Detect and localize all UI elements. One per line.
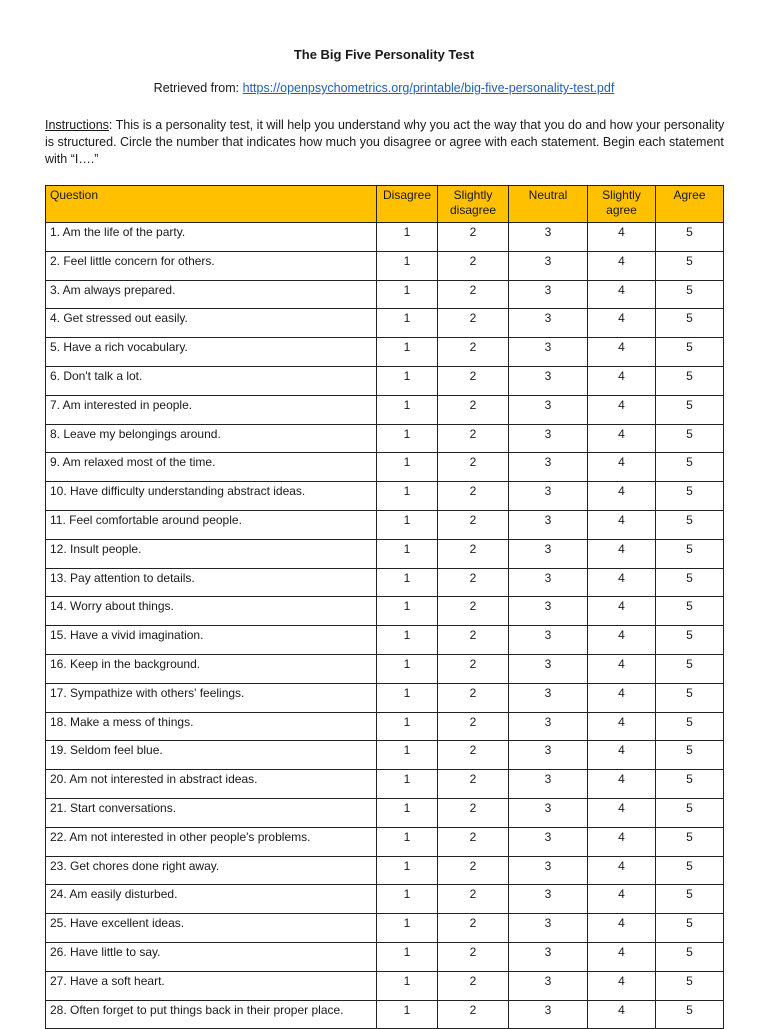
question-text: 12. Insult people. — [46, 539, 377, 568]
table-row — [46, 597, 724, 626]
rating-slightly-disagree[interactable]: 2 — [438, 798, 509, 827]
rating-slightly-agree[interactable]: 4 — [588, 971, 656, 1000]
rating-disagree[interactable]: 1 — [377, 1000, 438, 1029]
rating-agree[interactable]: 5 — [656, 338, 724, 367]
rating-slightly-disagree[interactable]: 2 — [438, 366, 509, 395]
rating-disagree[interactable]: 1 — [377, 338, 438, 367]
rating-slightly-disagree[interactable]: 2 — [438, 280, 509, 309]
rating-slightly-disagree[interactable]: 2 — [438, 453, 509, 482]
question-text: 26. Have little to say. — [46, 942, 377, 971]
rating-slightly-agree[interactable]: 4 — [588, 914, 656, 943]
rating-slightly-disagree[interactable]: 2 — [438, 942, 509, 971]
rating-agree[interactable]: 5 — [656, 914, 724, 943]
table-row — [46, 914, 724, 943]
rating-disagree[interactable]: 1 — [377, 654, 438, 683]
rating-slightly-agree[interactable]: 4 — [588, 309, 656, 338]
header-slightly-agree: Slightly agree — [588, 186, 656, 223]
rating-neutral[interactable]: 3 — [509, 626, 588, 655]
table-row — [46, 424, 724, 453]
rating-neutral[interactable]: 3 — [509, 885, 588, 914]
question-text: 19. Seldom feel blue. — [46, 741, 377, 770]
rating-slightly-disagree[interactable]: 2 — [438, 827, 509, 856]
rating-neutral[interactable]: 3 — [509, 309, 588, 338]
rating-disagree[interactable]: 1 — [377, 683, 438, 712]
rating-slightly-agree[interactable]: 4 — [588, 338, 656, 367]
question-text: 24. Am easily disturbed. — [46, 885, 377, 914]
rating-neutral[interactable]: 3 — [509, 280, 588, 309]
rating-slightly-agree[interactable]: 4 — [588, 251, 656, 280]
rating-disagree[interactable]: 1 — [377, 856, 438, 885]
question-text: 8. Leave my belongings around. — [46, 424, 377, 453]
rating-neutral[interactable]: 3 — [509, 338, 588, 367]
question-text: 27. Have a soft heart. — [46, 971, 377, 1000]
rating-agree[interactable]: 5 — [656, 568, 724, 597]
rating-neutral[interactable]: 3 — [509, 798, 588, 827]
rating-neutral[interactable]: 3 — [509, 942, 588, 971]
header-question: Question — [46, 186, 377, 223]
header-agree: Agree — [656, 186, 724, 223]
rating-disagree[interactable]: 1 — [377, 914, 438, 943]
table-row — [46, 1000, 724, 1029]
rating-disagree[interactable]: 1 — [377, 251, 438, 280]
rating-disagree[interactable]: 1 — [377, 309, 438, 338]
rating-agree[interactable]: 5 — [656, 510, 724, 539]
rating-disagree[interactable]: 1 — [377, 366, 438, 395]
rating-neutral[interactable]: 3 — [509, 453, 588, 482]
rating-agree[interactable]: 5 — [656, 309, 724, 338]
rating-neutral[interactable]: 3 — [509, 741, 588, 770]
table-row — [46, 827, 724, 856]
header-row — [46, 186, 724, 223]
header-slightly-disagree: Slightly disagree — [438, 186, 509, 223]
rating-neutral[interactable]: 3 — [509, 597, 588, 626]
page-title: The Big Five Personality Test — [293, 47, 475, 62]
rating-neutral[interactable]: 3 — [509, 712, 588, 741]
rating-slightly-agree[interactable]: 4 — [588, 510, 656, 539]
rating-slightly-disagree[interactable]: 2 — [438, 597, 509, 626]
rating-slightly-disagree[interactable]: 2 — [438, 654, 509, 683]
question-rows — [46, 223, 724, 1029]
question-text: 9. Am relaxed most of the time. — [46, 453, 377, 482]
question-text: 3. Am always prepared. — [46, 280, 377, 309]
rating-slightly-agree[interactable]: 4 — [588, 770, 656, 799]
table-row — [46, 251, 724, 280]
rating-neutral[interactable]: 3 — [509, 539, 588, 568]
question-text: 1. Am the life of the party. — [46, 223, 377, 252]
rating-neutral[interactable]: 3 — [509, 251, 588, 280]
rating-agree[interactable]: 5 — [656, 942, 724, 971]
rating-slightly-disagree[interactable]: 2 — [438, 712, 509, 741]
question-text: 28. Often forget to put things back in their proper place. — [46, 1000, 377, 1029]
rating-slightly-disagree[interactable]: 2 — [438, 510, 509, 539]
table-row — [46, 223, 724, 252]
rating-disagree[interactable]: 1 — [377, 280, 438, 309]
rating-slightly-disagree[interactable]: 2 — [438, 251, 509, 280]
source-prefix: Retrieved from: — [153, 81, 243, 95]
rating-slightly-agree[interactable]: 4 — [588, 1000, 656, 1029]
question-text: 18. Make a mess of things. — [46, 712, 377, 741]
rating-agree[interactable]: 5 — [656, 827, 724, 856]
rating-slightly-agree[interactable]: 4 — [588, 798, 656, 827]
table-row — [46, 539, 724, 568]
question-text: 25. Have excellent ideas. — [46, 914, 377, 943]
rating-agree[interactable]: 5 — [656, 856, 724, 885]
instructions-text: : This is a personality test, it will help you understand why you act the way that you do and how your personality is structured. Circle the number that indicates how much you disagree or agree with each statement. Begin each statement with “I….” — [45, 118, 725, 166]
table-row — [46, 309, 724, 338]
rating-disagree[interactable]: 1 — [377, 712, 438, 741]
rating-disagree[interactable]: 1 — [377, 770, 438, 799]
rating-agree[interactable]: 5 — [656, 482, 724, 511]
rating-disagree[interactable]: 1 — [377, 395, 438, 424]
question-text: 11. Feel comfortable around people. — [46, 510, 377, 539]
rating-agree[interactable]: 5 — [656, 683, 724, 712]
source-link[interactable]: https://openpsychometrics.org/printable/big-five-personality-test.pdf — [242, 81, 615, 95]
table-row — [46, 741, 724, 770]
instructions-label: Instructions — [45, 118, 109, 132]
rating-disagree[interactable]: 1 — [377, 741, 438, 770]
rating-slightly-disagree[interactable]: 2 — [438, 539, 509, 568]
rating-neutral[interactable]: 3 — [509, 223, 588, 252]
rating-slightly-disagree[interactable]: 2 — [438, 309, 509, 338]
rating-slightly-disagree[interactable]: 2 — [438, 568, 509, 597]
table-row — [46, 942, 724, 971]
table-row — [46, 338, 724, 367]
rating-neutral[interactable]: 3 — [509, 1000, 588, 1029]
rating-agree[interactable]: 5 — [656, 654, 724, 683]
rating-slightly-agree[interactable]: 4 — [588, 568, 656, 597]
question-text: 22. Am not interested in other people's problems. — [46, 827, 377, 856]
rating-slightly-disagree[interactable]: 2 — [438, 971, 509, 1000]
table-row — [46, 568, 724, 597]
rating-agree[interactable]: 5 — [656, 280, 724, 309]
table-row — [46, 626, 724, 655]
rating-slightly-agree[interactable]: 4 — [588, 942, 656, 971]
rating-disagree[interactable]: 1 — [377, 568, 438, 597]
rating-agree[interactable]: 5 — [656, 395, 724, 424]
rating-neutral[interactable]: 3 — [509, 366, 588, 395]
rating-neutral[interactable]: 3 — [509, 568, 588, 597]
rating-disagree[interactable]: 1 — [377, 482, 438, 511]
rating-agree[interactable]: 5 — [656, 626, 724, 655]
question-text: 23. Get chores done right away. — [46, 856, 377, 885]
table-row — [46, 856, 724, 885]
rating-slightly-agree[interactable]: 4 — [588, 424, 656, 453]
rating-slightly-agree[interactable]: 4 — [588, 482, 656, 511]
question-text: 4. Get stressed out easily. — [46, 309, 377, 338]
rating-slightly-agree[interactable]: 4 — [588, 626, 656, 655]
rating-agree[interactable]: 5 — [656, 770, 724, 799]
rating-slightly-agree[interactable]: 4 — [588, 885, 656, 914]
rating-slightly-disagree[interactable]: 2 — [438, 885, 509, 914]
header-disagree: Disagree — [377, 186, 438, 223]
rating-slightly-disagree[interactable]: 2 — [438, 626, 509, 655]
rating-slightly-disagree[interactable]: 2 — [438, 741, 509, 770]
question-text: 7. Am interested in people. — [46, 395, 377, 424]
question-text: 5. Have a rich vocabulary. — [46, 338, 377, 367]
rating-neutral[interactable]: 3 — [509, 971, 588, 1000]
rating-agree[interactable]: 5 — [656, 251, 724, 280]
rating-neutral[interactable]: 3 — [509, 654, 588, 683]
rating-slightly-agree[interactable]: 4 — [588, 654, 656, 683]
rating-disagree[interactable]: 1 — [377, 424, 438, 453]
rating-disagree[interactable]: 1 — [377, 971, 438, 1000]
question-text: 6. Don't talk a lot. — [46, 366, 377, 395]
rating-slightly-agree[interactable]: 4 — [588, 280, 656, 309]
rating-agree[interactable]: 5 — [656, 453, 724, 482]
question-text: 13. Pay attention to details. — [46, 568, 377, 597]
rating-neutral[interactable]: 3 — [509, 395, 588, 424]
rating-neutral[interactable]: 3 — [509, 683, 588, 712]
rating-slightly-agree[interactable]: 4 — [588, 856, 656, 885]
rating-agree[interactable]: 5 — [656, 366, 724, 395]
question-text: 16. Keep in the background. — [46, 654, 377, 683]
instructions — [45, 117, 725, 168]
rating-slightly-agree[interactable]: 4 — [588, 741, 656, 770]
rating-slightly-agree[interactable]: 4 — [588, 712, 656, 741]
table-row — [46, 885, 724, 914]
rating-agree[interactable]: 5 — [656, 798, 724, 827]
question-text: 21. Start conversations. — [46, 798, 377, 827]
rating-neutral[interactable]: 3 — [509, 856, 588, 885]
rating-disagree[interactable]: 1 — [377, 942, 438, 971]
table-row — [46, 482, 724, 511]
rating-slightly-agree[interactable]: 4 — [588, 539, 656, 568]
table-row — [46, 366, 724, 395]
rating-disagree[interactable]: 1 — [377, 798, 438, 827]
rating-agree[interactable]: 5 — [656, 223, 724, 252]
rating-agree[interactable]: 5 — [656, 741, 724, 770]
header-neutral: Neutral — [509, 186, 588, 223]
rating-slightly-disagree[interactable]: 2 — [438, 856, 509, 885]
table-row — [46, 395, 724, 424]
rating-agree[interactable]: 5 — [656, 597, 724, 626]
rating-slightly-disagree[interactable]: 2 — [438, 914, 509, 943]
rating-disagree[interactable]: 1 — [377, 626, 438, 655]
rating-slightly-agree[interactable]: 4 — [588, 453, 656, 482]
rating-slightly-agree[interactable]: 4 — [588, 683, 656, 712]
rating-disagree[interactable]: 1 — [377, 597, 438, 626]
rating-neutral[interactable]: 3 — [509, 482, 588, 511]
source-line — [0, 81, 768, 95]
rating-slightly-agree[interactable]: 4 — [588, 597, 656, 626]
rating-slightly-disagree[interactable]: 2 — [438, 395, 509, 424]
table-row — [46, 453, 724, 482]
rating-agree[interactable]: 5 — [656, 1000, 724, 1029]
rating-slightly-agree[interactable]: 4 — [588, 366, 656, 395]
rating-disagree[interactable]: 1 — [377, 885, 438, 914]
rating-slightly-agree[interactable]: 4 — [588, 827, 656, 856]
table-row — [46, 654, 724, 683]
question-text: 20. Am not interested in abstract ideas. — [46, 770, 377, 799]
rating-slightly-disagree[interactable]: 2 — [438, 424, 509, 453]
table-row — [46, 798, 724, 827]
table-row — [46, 510, 724, 539]
rating-neutral[interactable]: 3 — [509, 827, 588, 856]
question-text: 17. Sympathize with others' feelings. — [46, 683, 377, 712]
question-text: 2. Feel little concern for others. — [46, 251, 377, 280]
table-row — [46, 971, 724, 1000]
questionnaire-table — [45, 185, 724, 1029]
rating-agree[interactable]: 5 — [656, 539, 724, 568]
rating-slightly-disagree[interactable]: 2 — [438, 683, 509, 712]
rating-slightly-disagree[interactable]: 2 — [438, 1000, 509, 1029]
rating-slightly-agree[interactable]: 4 — [588, 223, 656, 252]
table-row — [46, 683, 724, 712]
rating-neutral[interactable]: 3 — [509, 424, 588, 453]
rating-agree[interactable]: 5 — [656, 971, 724, 1000]
rating-neutral[interactable]: 3 — [509, 510, 588, 539]
rating-disagree[interactable]: 1 — [377, 510, 438, 539]
question-text: 14. Worry about things. — [46, 597, 377, 626]
question-text: 10. Have difficulty understanding abstract ideas. — [46, 482, 377, 511]
table-row — [46, 770, 724, 799]
rating-disagree[interactable]: 1 — [377, 827, 438, 856]
rating-agree[interactable]: 5 — [656, 712, 724, 741]
rating-agree[interactable]: 5 — [656, 885, 724, 914]
rating-slightly-agree[interactable]: 4 — [588, 395, 656, 424]
rating-slightly-disagree[interactable]: 2 — [438, 338, 509, 367]
rating-slightly-disagree[interactable]: 2 — [438, 482, 509, 511]
rating-slightly-disagree[interactable]: 2 — [438, 223, 509, 252]
rating-agree[interactable]: 5 — [656, 424, 724, 453]
rating-slightly-disagree[interactable]: 2 — [438, 770, 509, 799]
question-text: 15. Have a vivid imagination. — [46, 626, 377, 655]
rating-disagree[interactable]: 1 — [377, 453, 438, 482]
rating-neutral[interactable]: 3 — [509, 914, 588, 943]
rating-disagree[interactable]: 1 — [377, 539, 438, 568]
table-row — [46, 712, 724, 741]
rating-disagree[interactable]: 1 — [377, 223, 438, 252]
table-row — [46, 280, 724, 309]
rating-neutral[interactable]: 3 — [509, 770, 588, 799]
